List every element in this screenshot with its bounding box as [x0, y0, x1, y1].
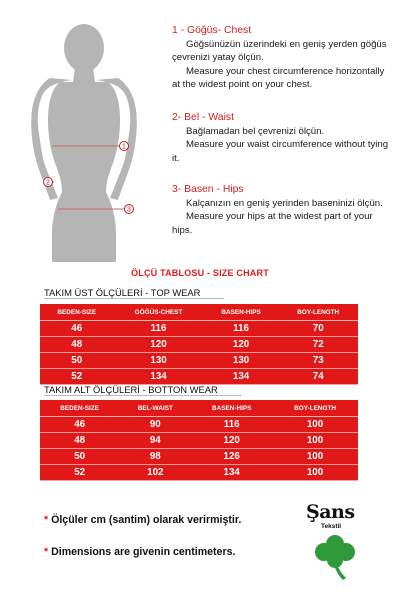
- table-cell: 120: [204, 337, 279, 353]
- note-tr-text: Ölçüler cm (santim) olarak verirmiştir.: [51, 514, 242, 526]
- top-wear-table: [40, 304, 358, 385]
- table-cell: 130: [113, 353, 203, 369]
- table-cell: 120: [191, 433, 272, 449]
- table-cell: 50: [40, 353, 113, 369]
- waist-heading: 2- Bel - Waist: [172, 112, 234, 123]
- top-wear-label-text: TAKIM ÜST ÖLÇÜLERİ - TOP WEAR: [44, 287, 224, 299]
- table-cell: 134: [204, 369, 279, 385]
- table-cell: 134: [113, 369, 203, 385]
- table-row: [40, 353, 358, 369]
- table-cell: 50: [40, 449, 119, 465]
- table-cell: 90: [119, 417, 191, 433]
- column-header: BEDEN-SIZE: [40, 304, 113, 321]
- table-cell: 120: [113, 337, 203, 353]
- bottom-wear-label: [44, 384, 242, 396]
- hips-text-tr: Kalçanızın en geniş yerinden baseninizi ölçün.: [186, 198, 383, 210]
- table-cell: 46: [40, 417, 119, 433]
- column-header: BOY-LENGTH: [278, 304, 358, 321]
- column-header: BOY-LENGTH: [272, 400, 358, 417]
- table-cell: 48: [40, 337, 113, 353]
- table-cell: 72: [278, 337, 358, 353]
- hips-heading: 3- Basen - Hips: [172, 184, 244, 195]
- waist-text-tr: Bağlamadan bel çevrenizi ölçün.: [186, 126, 325, 138]
- waist-marker: 2: [46, 179, 50, 187]
- column-header: BEL-WAIST: [119, 400, 191, 417]
- waist-instruction: [172, 111, 394, 165]
- bottom-wear-label-text: TAKIM ALT ÖLÇÜLERİ - BOTTON WEAR: [44, 384, 242, 396]
- note-en-text: Dimensions are givenin centimeters.: [51, 546, 236, 558]
- table-row: [40, 321, 358, 337]
- table-row: [40, 433, 358, 449]
- table-cell: 116: [191, 417, 272, 433]
- column-header: GÖĞÜS-CHEST: [113, 304, 203, 321]
- chest-instruction: [172, 24, 394, 91]
- clover-logo-icon: [302, 500, 368, 582]
- table-cell: 52: [40, 369, 113, 385]
- table-cell: 100: [272, 433, 358, 449]
- chest-text-en: Measure your chest circumference horizontally at the widest point on your chest.: [172, 65, 385, 90]
- table-row: [40, 465, 358, 481]
- size-chart-title: ÖLÇÜ TABLOSU - SIZE CHART: [131, 268, 269, 278]
- hips-text-en: Measure your hips at the widest part of your hips.: [172, 211, 373, 236]
- table-cell: 46: [40, 321, 113, 337]
- column-header: BEDEN-SIZE: [40, 400, 119, 417]
- table-cell: 130: [204, 353, 279, 369]
- table-cell: 100: [272, 465, 358, 481]
- table-cell: 70: [278, 321, 358, 337]
- table-cell: 116: [113, 321, 203, 337]
- table-header-row: [40, 400, 358, 417]
- asterisk-icon: *: [44, 546, 49, 558]
- table-cell: 73: [278, 353, 358, 369]
- table-cell: 134: [191, 465, 272, 481]
- table-row: [40, 337, 358, 353]
- table-row: [40, 417, 358, 433]
- table-cell: 116: [204, 321, 279, 337]
- table-row: [40, 449, 358, 465]
- chest-marker: 1: [122, 143, 126, 151]
- asterisk-icon: *: [44, 514, 49, 526]
- chest-heading: 1 - Göğüs- Chest: [172, 25, 252, 36]
- brand-name: Şans: [306, 501, 355, 523]
- table-cell: 94: [119, 433, 191, 449]
- table-cell: 100: [272, 417, 358, 433]
- note-tr: [44, 514, 241, 526]
- note-en: [44, 546, 235, 558]
- brand-sub: Tekstil: [321, 523, 342, 530]
- table-row: [40, 369, 358, 385]
- hips-instruction: [172, 183, 394, 237]
- table-header-row: [40, 304, 358, 321]
- table-cell: 126: [191, 449, 272, 465]
- chest-text-tr: Göğsünüzün üzerindeki en geniş yerden göğüs çevrenizi yatay ölçün.: [172, 39, 387, 64]
- column-header: BASEN-HIPS: [191, 400, 272, 417]
- table-cell: 98: [119, 449, 191, 465]
- table-cell: 102: [119, 465, 191, 481]
- table-cell: 48: [40, 433, 119, 449]
- table-cell: 74: [278, 369, 358, 385]
- hips-marker: 3: [127, 206, 131, 214]
- bottom-wear-table: [40, 400, 358, 481]
- table-cell: 52: [40, 465, 119, 481]
- body-silhouette-figure: [20, 22, 150, 262]
- top-wear-label: [44, 287, 224, 299]
- column-header: BASEN-HIPS: [204, 304, 279, 321]
- waist-text-en: Measure your waist circumference without tying it.: [172, 139, 389, 164]
- table-cell: 100: [272, 449, 358, 465]
